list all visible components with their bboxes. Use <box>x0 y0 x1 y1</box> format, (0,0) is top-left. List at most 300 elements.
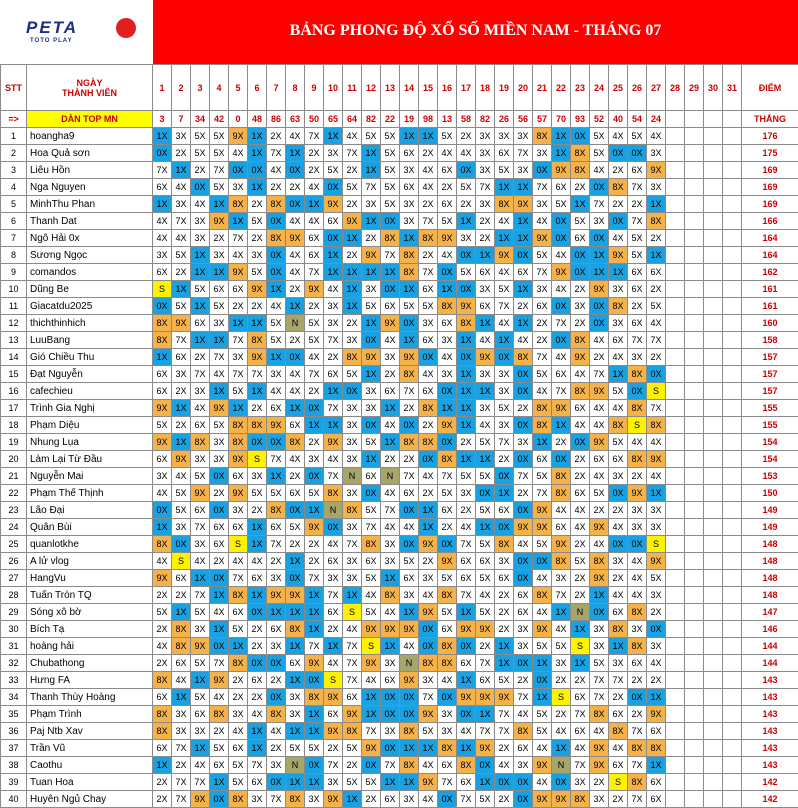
table-row[interactable] <box>1 128 798 145</box>
row-number: 25 <box>1 536 27 553</box>
result-cell: 3X <box>438 332 457 349</box>
result-cell <box>685 196 704 213</box>
result-cell: 3X <box>172 196 191 213</box>
result-cell: 8X <box>400 247 419 264</box>
result-cell: 4X <box>552 247 571 264</box>
top-number-cell: 42 <box>210 111 229 128</box>
result-cell <box>685 791 704 808</box>
member-name: Bích Tạ <box>27 621 153 638</box>
result-cell: 0X <box>457 706 476 723</box>
result-cell: 2X <box>628 706 647 723</box>
row-number: 26 <box>1 553 27 570</box>
result-cell <box>704 655 723 672</box>
result-cell: 3X <box>267 757 286 774</box>
result-cell: 4X <box>210 366 229 383</box>
table-row[interactable] <box>1 281 798 298</box>
table-row[interactable] <box>1 485 798 502</box>
result-cell: 1X <box>286 553 305 570</box>
result-cell: 7X <box>172 332 191 349</box>
table-row[interactable] <box>1 400 798 417</box>
result-cell <box>704 485 723 502</box>
result-cell: S <box>343 604 362 621</box>
result-cell <box>666 604 685 621</box>
table-row[interactable] <box>1 587 798 604</box>
table-row[interactable] <box>1 315 798 332</box>
top-number-cell: 0 <box>229 111 248 128</box>
result-cell: 2X <box>362 230 381 247</box>
result-cell: 8X <box>590 706 609 723</box>
result-cell: 4X <box>609 519 628 536</box>
row-number: 7 <box>1 230 27 247</box>
table-row[interactable] <box>1 502 798 519</box>
result-cell: 3X <box>476 400 495 417</box>
member-name: Giacatdu2025 <box>27 298 153 315</box>
table-row[interactable] <box>1 298 798 315</box>
result-cell <box>723 757 742 774</box>
result-cell: 7X <box>172 774 191 791</box>
result-cell: 6X <box>210 536 229 553</box>
table-row[interactable] <box>1 638 798 655</box>
result-cell: 2X <box>172 383 191 400</box>
table-row[interactable] <box>1 706 798 723</box>
table-row[interactable] <box>1 757 798 774</box>
result-cell <box>723 791 742 808</box>
member-score: 143 <box>742 740 798 757</box>
result-cell: N <box>343 468 362 485</box>
result-cell: 1X <box>362 264 381 281</box>
result-cell: 6X <box>571 723 590 740</box>
result-cell: 5X <box>533 536 552 553</box>
result-cell: 1X <box>324 417 343 434</box>
result-cell <box>666 196 685 213</box>
result-cell: 1X <box>647 689 666 706</box>
result-cell: 6X <box>267 621 286 638</box>
result-cell: 2X <box>305 553 324 570</box>
table-row[interactable] <box>1 332 798 349</box>
result-cell: 5X <box>628 247 647 264</box>
result-cell <box>723 519 742 536</box>
result-cell <box>666 145 685 162</box>
result-cell: 5X <box>305 485 324 502</box>
result-cell: 3X <box>172 519 191 536</box>
result-cell: 9X <box>495 247 514 264</box>
result-cell: 2X <box>305 162 324 179</box>
result-cell: 3X <box>248 468 267 485</box>
result-cell: 7X <box>248 366 267 383</box>
result-cell <box>723 281 742 298</box>
result-cell: 3X <box>647 519 666 536</box>
result-cell: 5X <box>229 774 248 791</box>
result-cell: 4X <box>381 604 400 621</box>
result-cell: 5X <box>495 672 514 689</box>
table-row[interactable] <box>1 468 798 485</box>
result-cell: 9X <box>552 162 571 179</box>
result-cell: 2X <box>647 230 666 247</box>
result-cell: 7X <box>381 247 400 264</box>
row-number: 11 <box>1 298 27 315</box>
result-cell: 9X <box>229 451 248 468</box>
result-cell: 8X <box>647 417 666 434</box>
result-cell <box>685 179 704 196</box>
table-row[interactable] <box>1 196 798 213</box>
result-cell: 4X <box>438 145 457 162</box>
result-cell: 3X <box>495 128 514 145</box>
member-score: 148 <box>742 553 798 570</box>
result-cell <box>704 247 723 264</box>
top-number-cell: 3 <box>153 111 172 128</box>
result-cell: 7X <box>210 349 229 366</box>
result-cell: 0X <box>438 536 457 553</box>
result-cell: 5X <box>191 604 210 621</box>
result-cell: 5X <box>457 468 476 485</box>
result-cell: 1X <box>438 281 457 298</box>
result-cell: 4X <box>286 247 305 264</box>
member-score: 148 <box>742 570 798 587</box>
result-cell: S <box>571 638 590 655</box>
result-cell: 5X <box>438 128 457 145</box>
result-cell: 2X <box>343 315 362 332</box>
result-cell <box>704 536 723 553</box>
result-cell: 9X <box>419 774 438 791</box>
result-cell: 9X <box>229 264 248 281</box>
result-cell: 4X <box>381 417 400 434</box>
result-cell: 5X <box>248 264 267 281</box>
row-number: 23 <box>1 502 27 519</box>
result-cell: 5X <box>210 740 229 757</box>
result-cell: 3X <box>495 553 514 570</box>
row-number: 5 <box>1 196 27 213</box>
result-cell: 9X <box>552 536 571 553</box>
result-cell: 0X <box>514 502 533 519</box>
result-cell: 1X <box>305 502 324 519</box>
day-header: 6 <box>248 65 267 111</box>
table-row[interactable] <box>1 145 798 162</box>
result-cell: 9X <box>609 247 628 264</box>
member-score: 161 <box>742 281 798 298</box>
header-row <box>1 65 798 111</box>
result-cell: 3X <box>647 179 666 196</box>
member-score: 149 <box>742 502 798 519</box>
member-name: Hoa Quả sơn <box>27 145 153 162</box>
result-cell: 1X <box>191 570 210 587</box>
result-cell: 7X <box>343 638 362 655</box>
result-cell: 0X <box>590 179 609 196</box>
result-cell: 9X <box>552 791 571 808</box>
result-cell: 1X <box>647 485 666 502</box>
table-row[interactable] <box>1 434 798 451</box>
member-score: 148 <box>742 536 798 553</box>
result-cell: 4X <box>172 468 191 485</box>
result-cell: 3X <box>381 553 400 570</box>
table-row[interactable] <box>1 264 798 281</box>
result-cell: 8X <box>590 553 609 570</box>
member-score: 142 <box>742 774 798 791</box>
result-cell: 1X <box>438 400 457 417</box>
result-cell: 4X <box>647 434 666 451</box>
result-cell: 6X <box>476 672 495 689</box>
result-cell: 0X <box>514 247 533 264</box>
result-cell: 7X <box>552 587 571 604</box>
result-cell: 1X <box>552 128 571 145</box>
table-row[interactable] <box>1 553 798 570</box>
result-cell: 3X <box>400 791 419 808</box>
result-cell <box>685 264 704 281</box>
table-row[interactable] <box>1 655 798 672</box>
result-cell: 8X <box>533 400 552 417</box>
result-cell: 5X <box>533 638 552 655</box>
result-cell: 2X <box>647 281 666 298</box>
member-name: Sương Ngọc <box>27 247 153 264</box>
result-cell <box>666 162 685 179</box>
result-cell: S <box>324 672 343 689</box>
result-cell: 3X <box>476 162 495 179</box>
result-cell: 3X <box>229 706 248 723</box>
result-cell: 7X <box>533 349 552 366</box>
result-cell: 0X <box>495 468 514 485</box>
top-numbers-row <box>1 111 798 128</box>
row-number: 30 <box>1 621 27 638</box>
result-cell: 8X <box>248 332 267 349</box>
result-cell <box>685 638 704 655</box>
result-cell <box>723 383 742 400</box>
result-cell <box>723 570 742 587</box>
result-cell: 7X <box>210 655 229 672</box>
result-cell: 2X <box>400 400 419 417</box>
result-cell: 6X <box>153 179 172 196</box>
result-cell <box>723 332 742 349</box>
result-cell <box>666 366 685 383</box>
result-cell: 2X <box>381 366 400 383</box>
member-score: 144 <box>742 655 798 672</box>
result-cell: 7X <box>210 162 229 179</box>
table-row[interactable] <box>1 519 798 536</box>
result-cell: 0X <box>457 638 476 655</box>
result-cell: 0X <box>381 706 400 723</box>
table-row[interactable] <box>1 570 798 587</box>
result-cell <box>704 468 723 485</box>
table-row[interactable] <box>1 672 798 689</box>
result-cell <box>685 298 704 315</box>
result-cell: 1X <box>381 434 400 451</box>
result-cell: 8X <box>628 366 647 383</box>
result-cell: 7X <box>628 179 647 196</box>
result-cell: 0X <box>267 213 286 230</box>
table-row[interactable] <box>1 366 798 383</box>
result-cell <box>666 332 685 349</box>
result-cell: 2X <box>153 655 172 672</box>
table-row[interactable] <box>1 689 798 706</box>
table-row[interactable] <box>1 179 798 196</box>
result-cell: 2X <box>153 774 172 791</box>
result-cell <box>723 689 742 706</box>
result-cell: 6X <box>628 655 647 672</box>
result-cell: 9X <box>286 587 305 604</box>
member-name: comandos <box>27 264 153 281</box>
result-cell <box>723 162 742 179</box>
table-row[interactable] <box>1 604 798 621</box>
table-row[interactable] <box>1 162 798 179</box>
result-cell: 5X <box>172 502 191 519</box>
result-cell: 3X <box>343 332 362 349</box>
table-row[interactable] <box>1 349 798 366</box>
banner <box>0 0 798 64</box>
result-cell: 6X <box>324 604 343 621</box>
result-cell: 3X <box>476 366 495 383</box>
result-cell: 9X <box>590 570 609 587</box>
table-row[interactable] <box>1 247 798 264</box>
result-cell: 9X <box>476 349 495 366</box>
result-cell: 1X <box>191 672 210 689</box>
result-cell: 9X <box>457 689 476 706</box>
result-cell: 5X <box>381 128 400 145</box>
result-cell: 9X <box>590 757 609 774</box>
result-cell: 6X <box>628 315 647 332</box>
result-cell: 8X <box>286 791 305 808</box>
result-cell: 2X <box>305 145 324 162</box>
result-cell: 1X <box>362 451 381 468</box>
result-cell <box>723 672 742 689</box>
result-cell: 4X <box>571 740 590 757</box>
day-header: 5 <box>229 65 248 111</box>
result-cell: 8X <box>229 791 248 808</box>
result-cell: 6X <box>571 400 590 417</box>
result-cell: 4X <box>590 468 609 485</box>
row-number: 28 <box>1 587 27 604</box>
result-cell: 8X <box>533 417 552 434</box>
result-cell <box>685 230 704 247</box>
result-cell: S <box>628 417 647 434</box>
result-cell: 7X <box>533 264 552 281</box>
result-cell: 2X <box>419 247 438 264</box>
result-cell: 8X <box>267 196 286 213</box>
result-cell: 8X <box>628 451 647 468</box>
result-cell: 0X <box>628 383 647 400</box>
result-cell: 3X <box>343 434 362 451</box>
table-row[interactable] <box>1 621 798 638</box>
result-cell: 0X <box>419 638 438 655</box>
result-cell: 2X <box>571 536 590 553</box>
result-cell: 8X <box>400 366 419 383</box>
result-cell: 6X <box>514 740 533 757</box>
result-cell: 1X <box>362 315 381 332</box>
result-cell: 5X <box>476 604 495 621</box>
result-cell: 4X <box>381 519 400 536</box>
day-header: 24 <box>590 65 609 111</box>
table-row[interactable] <box>1 451 798 468</box>
table-row[interactable] <box>1 383 798 400</box>
result-cell: 2X <box>210 723 229 740</box>
result-cell: 2X <box>172 757 191 774</box>
result-cell: 6X <box>647 774 666 791</box>
result-cell: 1X <box>172 604 191 621</box>
result-cell: 1X <box>400 332 419 349</box>
result-cell: 3X <box>571 774 590 791</box>
result-cell: 4X <box>514 706 533 723</box>
result-cell: 0X <box>438 383 457 400</box>
result-cell: 1X <box>381 400 400 417</box>
table-row[interactable] <box>1 536 798 553</box>
member-name: thichthinhich <box>27 315 153 332</box>
day-header: 13 <box>381 65 400 111</box>
result-cell: 9X <box>362 247 381 264</box>
result-cell: 5X <box>590 145 609 162</box>
result-cell: 4X <box>153 230 172 247</box>
table-row[interactable] <box>1 230 798 247</box>
result-cell: 1X <box>267 468 286 485</box>
result-cell: 6X <box>495 145 514 162</box>
member-score: 175 <box>742 145 798 162</box>
result-cell: 3X <box>248 247 267 264</box>
result-cell: 3X <box>172 723 191 740</box>
result-cell: 8X <box>400 723 419 740</box>
result-cell: 7X <box>381 502 400 519</box>
result-cell: 3X <box>343 485 362 502</box>
result-cell: 2X <box>590 349 609 366</box>
result-cell: 3X <box>476 196 495 213</box>
top-number-cell: 54 <box>628 111 647 128</box>
row-number: 10 <box>1 281 27 298</box>
result-cell: 6X <box>609 757 628 774</box>
table-row[interactable] <box>1 213 798 230</box>
table-row[interactable] <box>1 723 798 740</box>
result-cell: 7X <box>552 315 571 332</box>
result-cell: 0X <box>457 162 476 179</box>
result-cell: 2X <box>267 179 286 196</box>
table-row[interactable] <box>1 417 798 434</box>
result-cell: 9X <box>172 451 191 468</box>
result-cell: 2X <box>514 485 533 502</box>
result-cell <box>685 553 704 570</box>
result-cell: 1X <box>419 740 438 757</box>
table-row[interactable] <box>1 774 798 791</box>
result-cell: 1X <box>229 638 248 655</box>
day-header: 27 <box>647 65 666 111</box>
row-number: 8 <box>1 247 27 264</box>
result-cell: 6X <box>248 774 267 791</box>
result-cell: 7X <box>343 655 362 672</box>
result-cell: 6X <box>229 468 248 485</box>
result-cell: 5X <box>267 485 286 502</box>
result-cell: 3X <box>419 570 438 587</box>
result-cell: 9X <box>514 196 533 213</box>
result-cell: 4X <box>533 213 552 230</box>
result-cell: 0X <box>476 485 495 502</box>
result-cell: 4X <box>267 298 286 315</box>
result-cell: 7X <box>628 332 647 349</box>
result-cell: 7X <box>267 145 286 162</box>
result-cell: 4X <box>590 723 609 740</box>
result-cell: 1X <box>343 298 362 315</box>
result-cell: 0X <box>324 230 343 247</box>
peta-logo <box>0 0 153 64</box>
top-number-cell: 58 <box>457 111 476 128</box>
member-score: 162 <box>742 264 798 281</box>
result-cell: 1X <box>476 247 495 264</box>
result-cell: 1X <box>457 451 476 468</box>
result-cell: 1X <box>172 281 191 298</box>
result-cell: 0X <box>305 400 324 417</box>
table-row[interactable] <box>1 791 798 808</box>
result-cell <box>666 587 685 604</box>
result-cell: 1X <box>514 230 533 247</box>
table-row[interactable] <box>1 740 798 757</box>
result-cell: 1X <box>172 434 191 451</box>
result-cell <box>685 723 704 740</box>
result-cell: 5X <box>381 179 400 196</box>
result-cell: 6X <box>533 298 552 315</box>
day-header: 4 <box>210 65 229 111</box>
result-cell: 8X <box>381 230 400 247</box>
